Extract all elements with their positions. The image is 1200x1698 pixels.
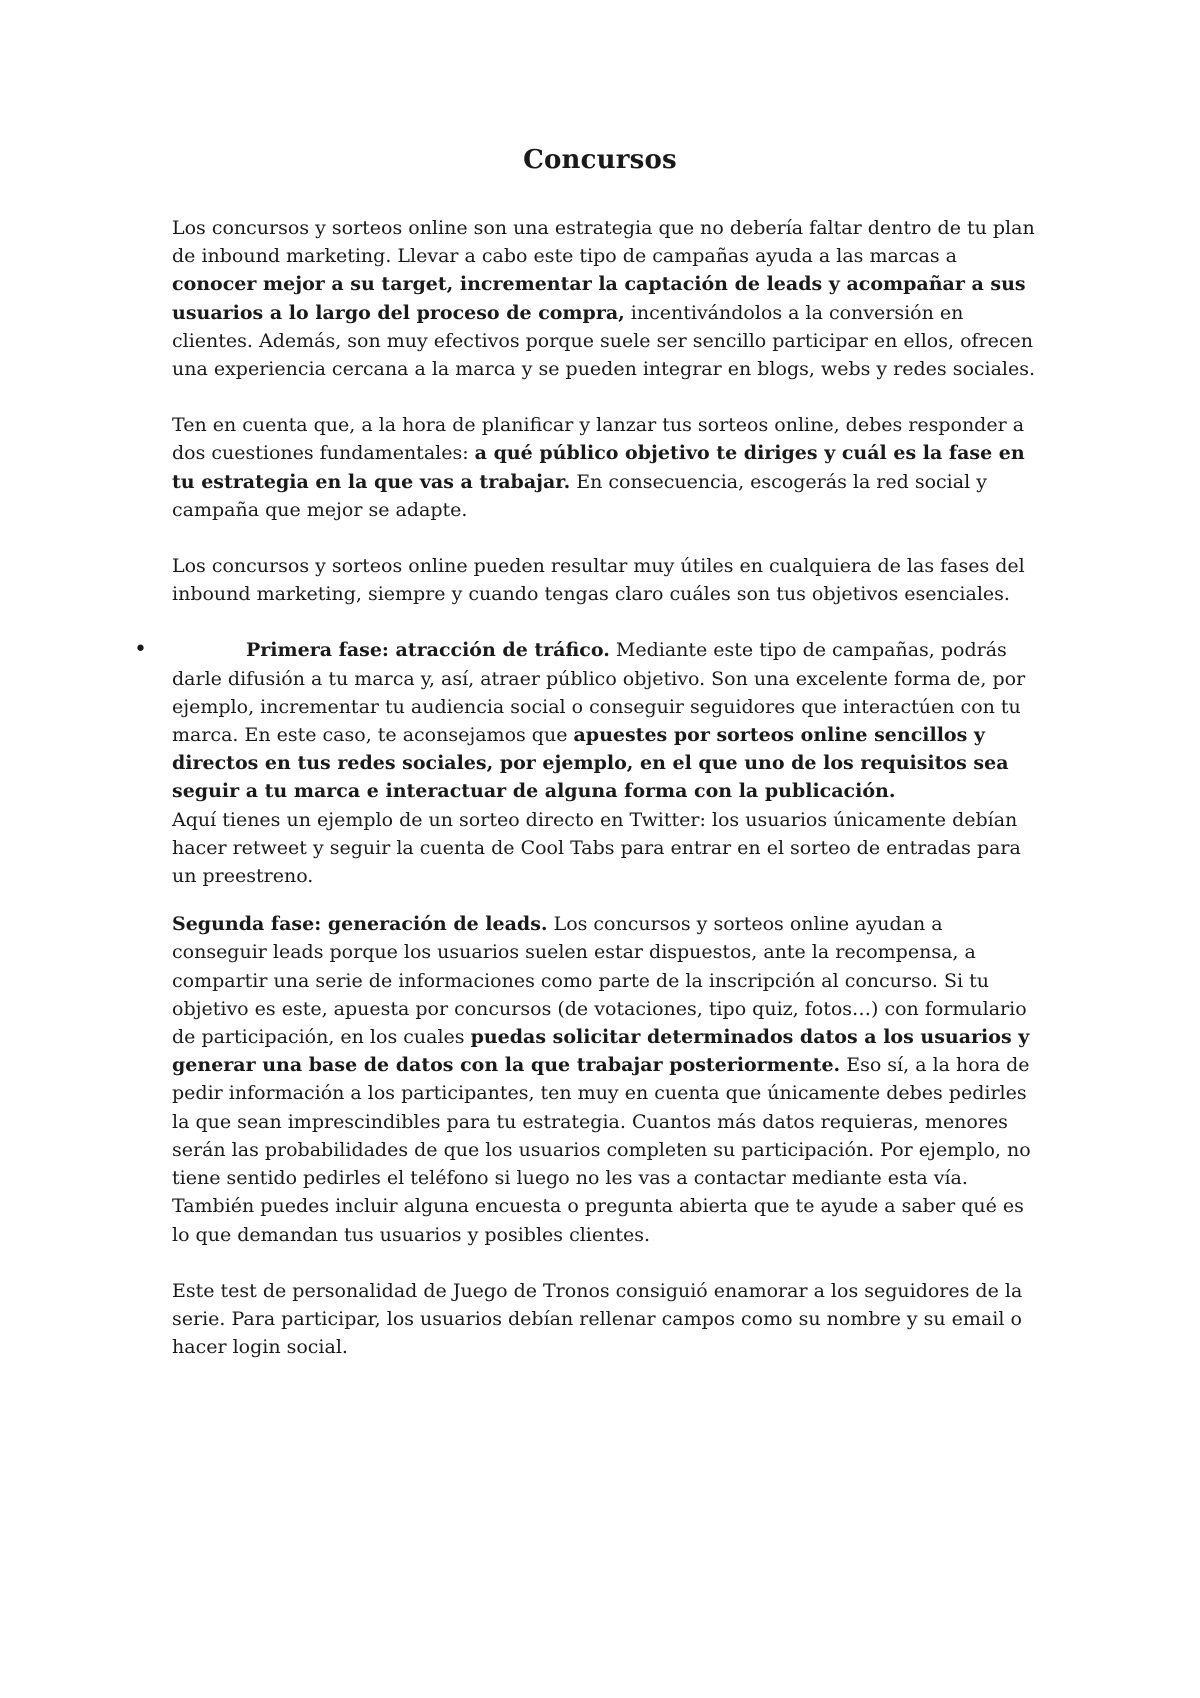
text-run: Eso sí, a la hora de pedir información a los participantes, ten muy en cuenta que únicamente debes pedirles la que sean imprescindibles para tu estrategia. Cuantos más datos requieras, menores serán las probabilidades de que los usuarios completen su participación. Por ejemplo, no tiene sentido pedirles el teléfono si luego no les vas a contactar mediante esta vía. También puedes incluir alguna encuesta o pregunta abierta que te ayude a saber qué es lo que demandan tus usuarios y posibles clientes.	[172, 1054, 1031, 1246]
intro-paragraph	[172, 214, 1040, 383]
twitter-example-paragraph: Aquí tienes un ejemplo de un sorteo directo en Twitter: los usuarios únicamente debían hacer retweet y seguir la cuenta de Cool Tabs para entrar en el sorteo de entradas para un preestreno.	[172, 808, 1021, 888]
text-run: Los concursos y sorteos online son una estrategia que no debería faltar dentro de tu plan de inbound marketing. Llevar a cabo este tipo de campañas ayuda a las marcas a	[172, 217, 1035, 268]
text-run: En consecuencia, escogerás la red social y campaña que mejor se adapte.	[172, 470, 987, 521]
first-phase-paragraph	[172, 636, 1040, 805]
text-run: Ten en cuenta que, a la hora de planificar y lanzar tus sorteos online, debes responder a dos cuestiones fundamentales:	[172, 414, 1025, 465]
text-run: incentivándolos a la conversión en clientes. Además, son muy efectivos porque suele ser sencillo participar en ellos, ofrecen una experiencia cercana a la marca y se pueden integrar en blogs, webs y redes sociales.	[172, 301, 1036, 381]
final-paragraph: Este test de personalidad de Juego de Tronos consiguió enamorar a los seguidores de la serie. Para participar, los usuarios debían rellenar campos como su nombre y su email o hacer login social.	[172, 1279, 1023, 1359]
bullet-list-item	[134, 636, 1040, 890]
text-run: Mediante este tipo de campañas, podrás darle difusión a tu marca y, así, atraer público objetivo. Son una excelente forma de, por ejemplo, incrementar tu audiencia social o conseguir seguidores que interactúen con tu marca. En este caso, te aconsejamos que	[172, 639, 1026, 747]
document-title: Concursos	[523, 145, 677, 175]
phases-intro-paragraph	[172, 552, 1040, 608]
bold-text-run: conocer mejor a su target, incrementar la captación de leads y acompañar a sus usuarios a lo largo del proceso de compra,	[172, 273, 1026, 324]
bold-text-run: Primera fase: atracción de tráfico.	[246, 639, 610, 662]
bold-text-run: a qué público objetivo te diriges y cuál es la fase en tu estrategia en la que vas a trabajar.	[172, 442, 1025, 493]
text-run: Los concursos y sorteos online pueden resultar muy útiles en cualquiera de las fases del inbound marketing, siempre y cuando tengas claro cuáles son tus objetivos esenciales.	[172, 555, 1025, 606]
second-phase-paragraph	[172, 910, 1040, 1248]
bold-text-run: Segunda fase: generación de leads.	[172, 913, 548, 936]
planning-paragraph	[172, 411, 1040, 524]
bold-text-run: puedas solicitar determinados datos a los usuarios y generar una base de datos con la que trabajar posteriormente.	[172, 1026, 1030, 1077]
bold-text-run: apuestes por sorteos online sencillos y directos en tus redes sociales, por ejemplo, en el que uno de los requisitos sea seguir a tu marca e interactuar de alguna forma con la publicación.	[172, 724, 1009, 803]
document-body	[134, 214, 1040, 1361]
bullet-icon: •	[134, 637, 147, 663]
text-run: Los concursos y sorteos online ayudan a conseguir leads porque los usuarios suelen estar dispuestos, ante la recompensa, a compartir una serie de informaciones como parte de la inscripción al concurso. Si tu objetivo es este, apuesta por concursos (de votaciones, tipo quiz, fotos…) con formulario de participación, en los cuales	[172, 913, 1027, 1049]
